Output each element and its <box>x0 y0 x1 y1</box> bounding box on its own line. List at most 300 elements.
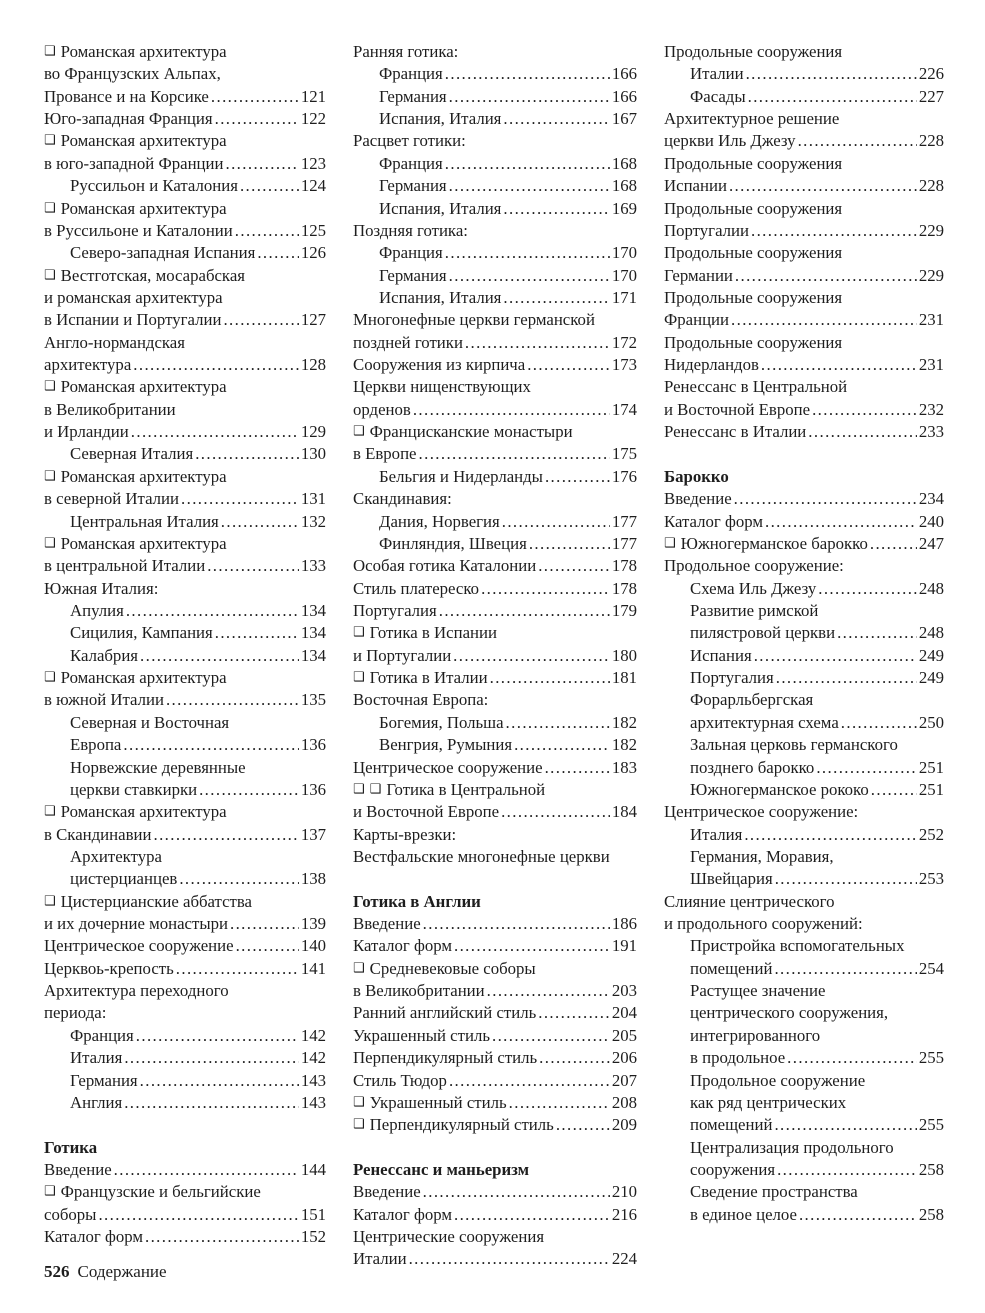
toc-entry <box>353 1226 637 1248</box>
entry-page-number: 255 <box>918 1048 944 1068</box>
toc-entry <box>664 1114 944 1136</box>
entry-title: в единое целое <box>690 1204 797 1224</box>
toc-column-1 <box>44 41 326 1248</box>
entry-page-number: 228 <box>918 131 944 151</box>
checkbox-bullet-icon: ❑ <box>44 468 56 484</box>
toc-entry <box>44 41 326 63</box>
toc-entry <box>353 153 637 175</box>
toc-entry <box>353 824 637 846</box>
entry-page-number: 176 <box>611 466 637 486</box>
entry-title: Особая готика Каталонии <box>353 556 537 576</box>
dot-leader <box>223 309 298 331</box>
toc-entry <box>44 600 326 622</box>
entry-title: Южногерманское барокко <box>680 533 868 553</box>
entry-title: Португалия <box>690 668 774 688</box>
entry-title: Романская архитектура <box>60 42 227 61</box>
checkbox-bullet-icon: ❑ <box>353 625 365 641</box>
entry-title: в Руссильоне и Каталонии <box>44 220 233 240</box>
entry-title: Сооружения из кирпича <box>353 355 526 375</box>
toc-entry <box>44 399 326 421</box>
entry-title: Продольные сооружения <box>664 42 843 61</box>
dot-leader <box>816 757 917 779</box>
dot-leader <box>126 600 299 622</box>
toc-entry <box>664 287 944 309</box>
entry-page-number: 140 <box>300 936 326 956</box>
checkbox-bullet-icon: ❑ <box>44 1184 56 1200</box>
entry-page-number: 141 <box>300 958 326 978</box>
toc-entry <box>664 511 944 533</box>
toc-entry <box>353 1025 637 1047</box>
dot-leader <box>502 511 610 533</box>
entry-title: Украшенный стиль <box>369 1092 507 1112</box>
entry-page-number: 123 <box>300 153 326 173</box>
dot-leader <box>465 332 610 354</box>
toc-entry <box>353 757 637 779</box>
dot-leader <box>454 935 610 957</box>
entry-title: Схема Иль Джезу <box>690 578 817 598</box>
toc-entry <box>44 130 326 152</box>
entry-title: в южной Италии <box>44 690 164 710</box>
entry-title: Готика в Центральной <box>386 779 546 799</box>
dot-leader <box>221 511 299 533</box>
dot-leader <box>799 1204 917 1226</box>
toc-entry <box>664 309 944 331</box>
entry-title: Введение <box>44 1159 112 1179</box>
entry-title: Ранний английский стиль <box>353 1003 537 1023</box>
entry-title: пилястровой церкви <box>690 623 836 643</box>
dot-leader <box>445 242 610 264</box>
entry-title: Англо-нормандская <box>44 332 185 352</box>
entry-page-number: 170 <box>611 265 637 285</box>
entry-title: и романская архитектура <box>44 287 223 307</box>
checkbox-bullet-icon: ❑ <box>353 1117 365 1133</box>
entry-title: Италии <box>353 1249 407 1269</box>
entry-title: Ренессанс в Центральной <box>664 377 848 397</box>
toc-entry <box>353 287 637 309</box>
toc-entry <box>664 1159 944 1181</box>
entry-page-number: 233 <box>918 422 944 442</box>
toc-entry <box>664 935 944 957</box>
toc-entry <box>664 958 944 980</box>
toc-entry <box>664 645 944 667</box>
dot-leader <box>98 1204 298 1226</box>
entry-title: орденов <box>353 399 411 419</box>
dot-leader <box>114 1159 299 1181</box>
entry-page-number: 139 <box>300 914 326 934</box>
entry-title: Богемия, Польша <box>379 712 504 732</box>
dot-leader <box>503 198 609 220</box>
entry-title: Калабрия <box>70 645 139 665</box>
entry-page-number: 186 <box>611 914 637 934</box>
entry-title: Продольные сооружения <box>664 243 843 263</box>
dot-leader <box>775 868 917 890</box>
entry-title: Пристройка вспомогательных <box>690 936 905 956</box>
toc-entry <box>664 86 944 108</box>
toc-entry <box>353 935 637 957</box>
entry-title: поздней готики <box>353 332 463 352</box>
dot-leader <box>409 1248 610 1270</box>
toc-entry <box>664 242 944 264</box>
page-number: 526 <box>44 1262 70 1281</box>
entry-title: в Европе <box>353 444 417 464</box>
dot-leader <box>181 488 299 510</box>
dot-leader <box>176 958 299 980</box>
dot-leader <box>503 108 609 130</box>
entry-title: Ренессанс и маньеризм <box>353 1159 530 1179</box>
dot-leader <box>731 309 917 331</box>
entry-title: Франция <box>379 243 443 263</box>
section-heading <box>353 891 637 913</box>
entry-page-number: 252 <box>918 824 944 844</box>
toc-entry <box>44 1092 326 1114</box>
dot-leader <box>257 242 298 264</box>
entry-page-number: 231 <box>918 355 944 375</box>
entry-title: Каталог форм <box>353 936 452 956</box>
toc-entry <box>664 1047 944 1069</box>
entry-title: Продольные сооружения <box>664 287 843 307</box>
toc-entry <box>353 108 637 130</box>
entry-title: Швейцария <box>690 869 773 889</box>
entry-title: Каталог форм <box>44 1227 143 1247</box>
entry-title: Португалии <box>664 220 749 240</box>
dot-leader <box>481 578 610 600</box>
entry-title: Каталог форм <box>353 1204 452 1224</box>
dot-leader <box>501 801 610 823</box>
entry-page-number: 151 <box>300 1204 326 1224</box>
checkbox-bullet-icon: ❑ <box>44 893 56 909</box>
entry-page-number: 130 <box>300 444 326 464</box>
dot-leader <box>236 935 299 957</box>
entry-title: Карты-врезки: <box>353 824 457 844</box>
dot-leader <box>449 175 610 197</box>
toc-entry <box>353 555 637 577</box>
dot-leader <box>439 600 610 622</box>
toc-entry <box>664 153 944 175</box>
toc-entry <box>664 376 944 398</box>
entry-title: Германия, Моравия, <box>690 846 834 866</box>
entry-title: и продольного сооружений: <box>664 914 863 934</box>
dot-leader <box>527 354 610 376</box>
toc-entry <box>353 779 637 801</box>
entry-page-number: 127 <box>300 310 326 330</box>
dot-leader <box>761 354 917 376</box>
dot-leader <box>449 1070 610 1092</box>
toc-column-3 <box>664 41 944 1226</box>
entry-title: Апулия <box>70 600 124 620</box>
toc-entry <box>353 846 637 868</box>
toc-entry <box>353 600 637 622</box>
toc-entry <box>44 1002 326 1024</box>
toc-entry <box>44 578 326 600</box>
dot-leader <box>837 622 917 644</box>
entry-title: Украшенный стиль <box>353 1025 490 1045</box>
toc-entry <box>353 1114 637 1136</box>
toc-entry <box>353 309 637 331</box>
dot-leader <box>207 555 299 577</box>
entry-title: Зальная церковь германского <box>690 735 898 755</box>
entry-title: Стиль платереско <box>353 578 480 598</box>
spacer <box>664 443 944 465</box>
dot-leader <box>136 1025 299 1047</box>
entry-title: Центральная Италия <box>70 511 219 531</box>
entry-title: Южногерманское рококо <box>690 779 869 799</box>
toc-entry <box>664 667 944 689</box>
entry-page-number: 231 <box>918 310 944 330</box>
dot-leader <box>748 86 917 108</box>
entry-title: Централизация продольного <box>690 1137 894 1157</box>
toc-entry <box>664 757 944 779</box>
toc-entry <box>44 667 326 689</box>
dot-leader <box>777 1159 917 1181</box>
dot-leader <box>423 913 610 935</box>
entry-title: Церкви нищенствующих <box>353 377 531 397</box>
entry-page-number: 175 <box>611 444 637 464</box>
entry-title: Романская архитектура <box>60 802 227 822</box>
toc-entry <box>353 354 637 376</box>
dot-leader <box>729 175 917 197</box>
entry-title: Германия <box>379 176 447 196</box>
entry-page-number: 249 <box>918 668 944 688</box>
toc-entry <box>44 511 326 533</box>
entry-title: Готика <box>44 1137 98 1157</box>
entry-title: Архитектура <box>70 846 162 866</box>
entry-title: Испания, Италия <box>379 109 502 129</box>
toc-entry <box>664 399 944 421</box>
entry-page-number: 234 <box>918 489 944 509</box>
page-footer <box>44 1262 167 1282</box>
entry-page-number: 174 <box>611 399 637 419</box>
entry-page-number: 135 <box>300 690 326 710</box>
toc-entry <box>353 533 637 555</box>
entry-page-number: 168 <box>611 176 637 196</box>
entry-title: Продольное сооружение: <box>664 556 844 576</box>
entry-page-number: 168 <box>611 153 637 173</box>
entry-page-number: 137 <box>300 824 326 844</box>
entry-title: сооружения <box>690 1159 776 1179</box>
toc-entry <box>353 242 637 264</box>
entry-page-number: 253 <box>918 869 944 889</box>
toc-entry <box>44 801 326 823</box>
entry-page-number: 134 <box>300 600 326 620</box>
entry-page-number: 207 <box>611 1070 637 1090</box>
entry-page-number: 124 <box>300 176 326 196</box>
entry-title: Цистерцианские аббатства <box>60 891 253 911</box>
toc-entry <box>664 555 944 577</box>
entry-title: Растущее значение <box>690 981 826 1001</box>
entry-page-number: 142 <box>300 1025 326 1045</box>
entry-title: Провансе и на Корсике <box>44 86 209 106</box>
dot-leader <box>419 443 610 465</box>
toc-entry <box>44 913 326 935</box>
dot-leader <box>490 667 610 689</box>
entry-title: в юго-западной Франции <box>44 153 224 173</box>
dot-leader <box>449 86 610 108</box>
entry-page-number: 121 <box>300 86 326 106</box>
toc-entry <box>44 198 326 220</box>
entry-title: Введение <box>353 1182 421 1202</box>
entry-title: центрического сооружения, <box>690 1003 889 1023</box>
dot-leader <box>124 1092 299 1114</box>
toc-entry <box>353 958 637 980</box>
entry-title: в центральной Италии <box>44 556 206 576</box>
checkbox-bullet-icon: ❑ <box>353 1094 365 1110</box>
dot-leader <box>765 511 917 533</box>
toc-entry <box>664 421 944 443</box>
dot-leader <box>453 645 610 667</box>
toc-entry <box>353 421 637 443</box>
dot-leader <box>751 220 917 242</box>
toc-entry <box>353 220 637 242</box>
toc-entry <box>44 891 326 913</box>
entry-title: Перпендикулярный стиль <box>353 1048 538 1068</box>
entry-page-number: 136 <box>300 735 326 755</box>
entry-title: Южная Италия: <box>44 578 159 598</box>
dot-leader <box>449 265 610 287</box>
entry-title: церкви Иль Джезу <box>664 131 796 151</box>
toc-entry <box>353 130 637 152</box>
toc-entry <box>44 332 326 354</box>
dot-leader <box>199 779 299 801</box>
dot-leader <box>211 86 299 108</box>
toc-entry <box>353 198 637 220</box>
toc-entry <box>353 466 637 488</box>
dot-leader <box>413 399 610 421</box>
dot-leader <box>539 1047 610 1069</box>
entry-title: Германия <box>70 1070 138 1090</box>
toc-entry <box>44 645 326 667</box>
entry-title: и Португалии <box>353 645 452 665</box>
entry-page-number: 224 <box>611 1249 637 1269</box>
entry-title: Северная и Восточная <box>70 712 230 732</box>
checkbox-bullet-icon: ❑ <box>44 44 56 59</box>
toc-entry <box>44 958 326 980</box>
entry-page-number: 178 <box>611 556 637 576</box>
dot-leader <box>774 958 916 980</box>
entry-title: Центрические сооружения <box>353 1227 545 1247</box>
entry-page-number: 216 <box>611 1204 637 1224</box>
dot-leader <box>529 533 610 555</box>
entry-title: Италия <box>70 1048 123 1068</box>
entry-title: Финляндия, Швеция <box>379 533 527 553</box>
entry-page-number: 143 <box>300 1070 326 1090</box>
dot-leader <box>812 399 917 421</box>
entry-title: Францисканские монастыри <box>369 422 573 442</box>
entry-title: Романская архитектура <box>60 466 227 486</box>
toc-entry <box>44 175 326 197</box>
entry-page-number: 203 <box>611 981 637 1001</box>
toc-entry <box>664 488 944 510</box>
toc-entry <box>664 1025 944 1047</box>
toc-entry <box>44 108 326 130</box>
dot-leader <box>545 757 610 779</box>
dot-leader <box>445 153 610 175</box>
entry-page-number: 208 <box>611 1092 637 1112</box>
entry-page-number: 128 <box>300 355 326 375</box>
checkbox-bullet-icon: ❑ <box>44 267 56 283</box>
toc-entry <box>44 846 326 868</box>
dot-leader <box>215 622 299 644</box>
entry-page-number: 250 <box>918 712 944 732</box>
dot-leader <box>487 980 610 1002</box>
dot-leader <box>871 779 917 801</box>
entry-page-number: 129 <box>300 422 326 442</box>
checkbox-bullet-icon: ❑ <box>353 670 365 686</box>
toc-entry <box>664 868 944 890</box>
entry-title: Испания, Италия <box>379 198 502 218</box>
entry-title: Форарльбергская <box>690 690 814 710</box>
toc-entry <box>664 1092 944 1114</box>
toc-entry <box>664 913 944 935</box>
entry-page-number: 204 <box>611 1003 637 1023</box>
entry-page-number: 131 <box>300 489 326 509</box>
checkbox-bullet-icon: ❑ <box>664 535 676 551</box>
dot-leader <box>818 578 917 600</box>
entry-title: Стиль Тюдор <box>353 1070 447 1090</box>
entry-page-number: 229 <box>918 265 944 285</box>
toc-entry <box>44 1025 326 1047</box>
toc-column-2 <box>353 41 637 1271</box>
dot-leader <box>195 443 299 465</box>
entry-page-number: 142 <box>300 1048 326 1068</box>
entry-page-number: 232 <box>918 399 944 419</box>
entry-page-number: 254 <box>918 958 944 978</box>
entry-title: Норвежские деревянные <box>70 757 246 777</box>
entry-title: Центрическое сооружение: <box>664 802 859 822</box>
dot-leader <box>538 555 610 577</box>
toc-entry <box>44 421 326 443</box>
toc-entry <box>664 801 944 823</box>
toc-entry <box>664 712 944 734</box>
entry-page-number: 248 <box>918 578 944 598</box>
toc-entry <box>44 309 326 331</box>
entry-title: помещений <box>690 958 773 978</box>
dot-leader <box>744 824 917 846</box>
dot-leader <box>509 1092 610 1114</box>
dot-leader <box>545 466 610 488</box>
entry-title: Каталог форм <box>664 511 763 531</box>
toc-entry <box>664 1204 944 1226</box>
entry-title: и Ирландии <box>44 422 129 442</box>
entry-page-number: 166 <box>611 86 637 106</box>
toc-entry <box>44 1204 326 1226</box>
toc-entry <box>44 757 326 779</box>
dot-leader <box>870 533 917 555</box>
dot-leader <box>735 265 917 287</box>
entry-title: Руссильон и Каталония <box>70 176 238 196</box>
dot-leader <box>514 734 610 756</box>
entry-title: Готика в Испании <box>369 623 497 643</box>
dot-leader <box>179 868 299 890</box>
toc-entry <box>44 86 326 108</box>
toc-entry <box>353 622 637 644</box>
dot-leader <box>133 354 299 376</box>
entry-page-number: 206 <box>611 1048 637 1068</box>
entry-page-number: 228 <box>918 176 944 196</box>
entry-title: Французские и бельгийские <box>60 1182 261 1202</box>
toc-entry <box>353 913 637 935</box>
entry-title: Франция <box>70 1025 134 1045</box>
entry-page-number: 182 <box>611 735 637 755</box>
entry-page-number: 152 <box>300 1227 326 1247</box>
toc-entry <box>353 667 637 689</box>
toc-entry <box>44 376 326 398</box>
entry-title: архитектурная схема <box>690 712 839 732</box>
entry-title: Европа <box>70 735 122 755</box>
entry-title: Франция <box>379 64 443 84</box>
entry-page-number: 126 <box>300 243 326 263</box>
entry-title: Романская архитектура <box>60 198 227 218</box>
entry-page-number: 251 <box>918 757 944 777</box>
